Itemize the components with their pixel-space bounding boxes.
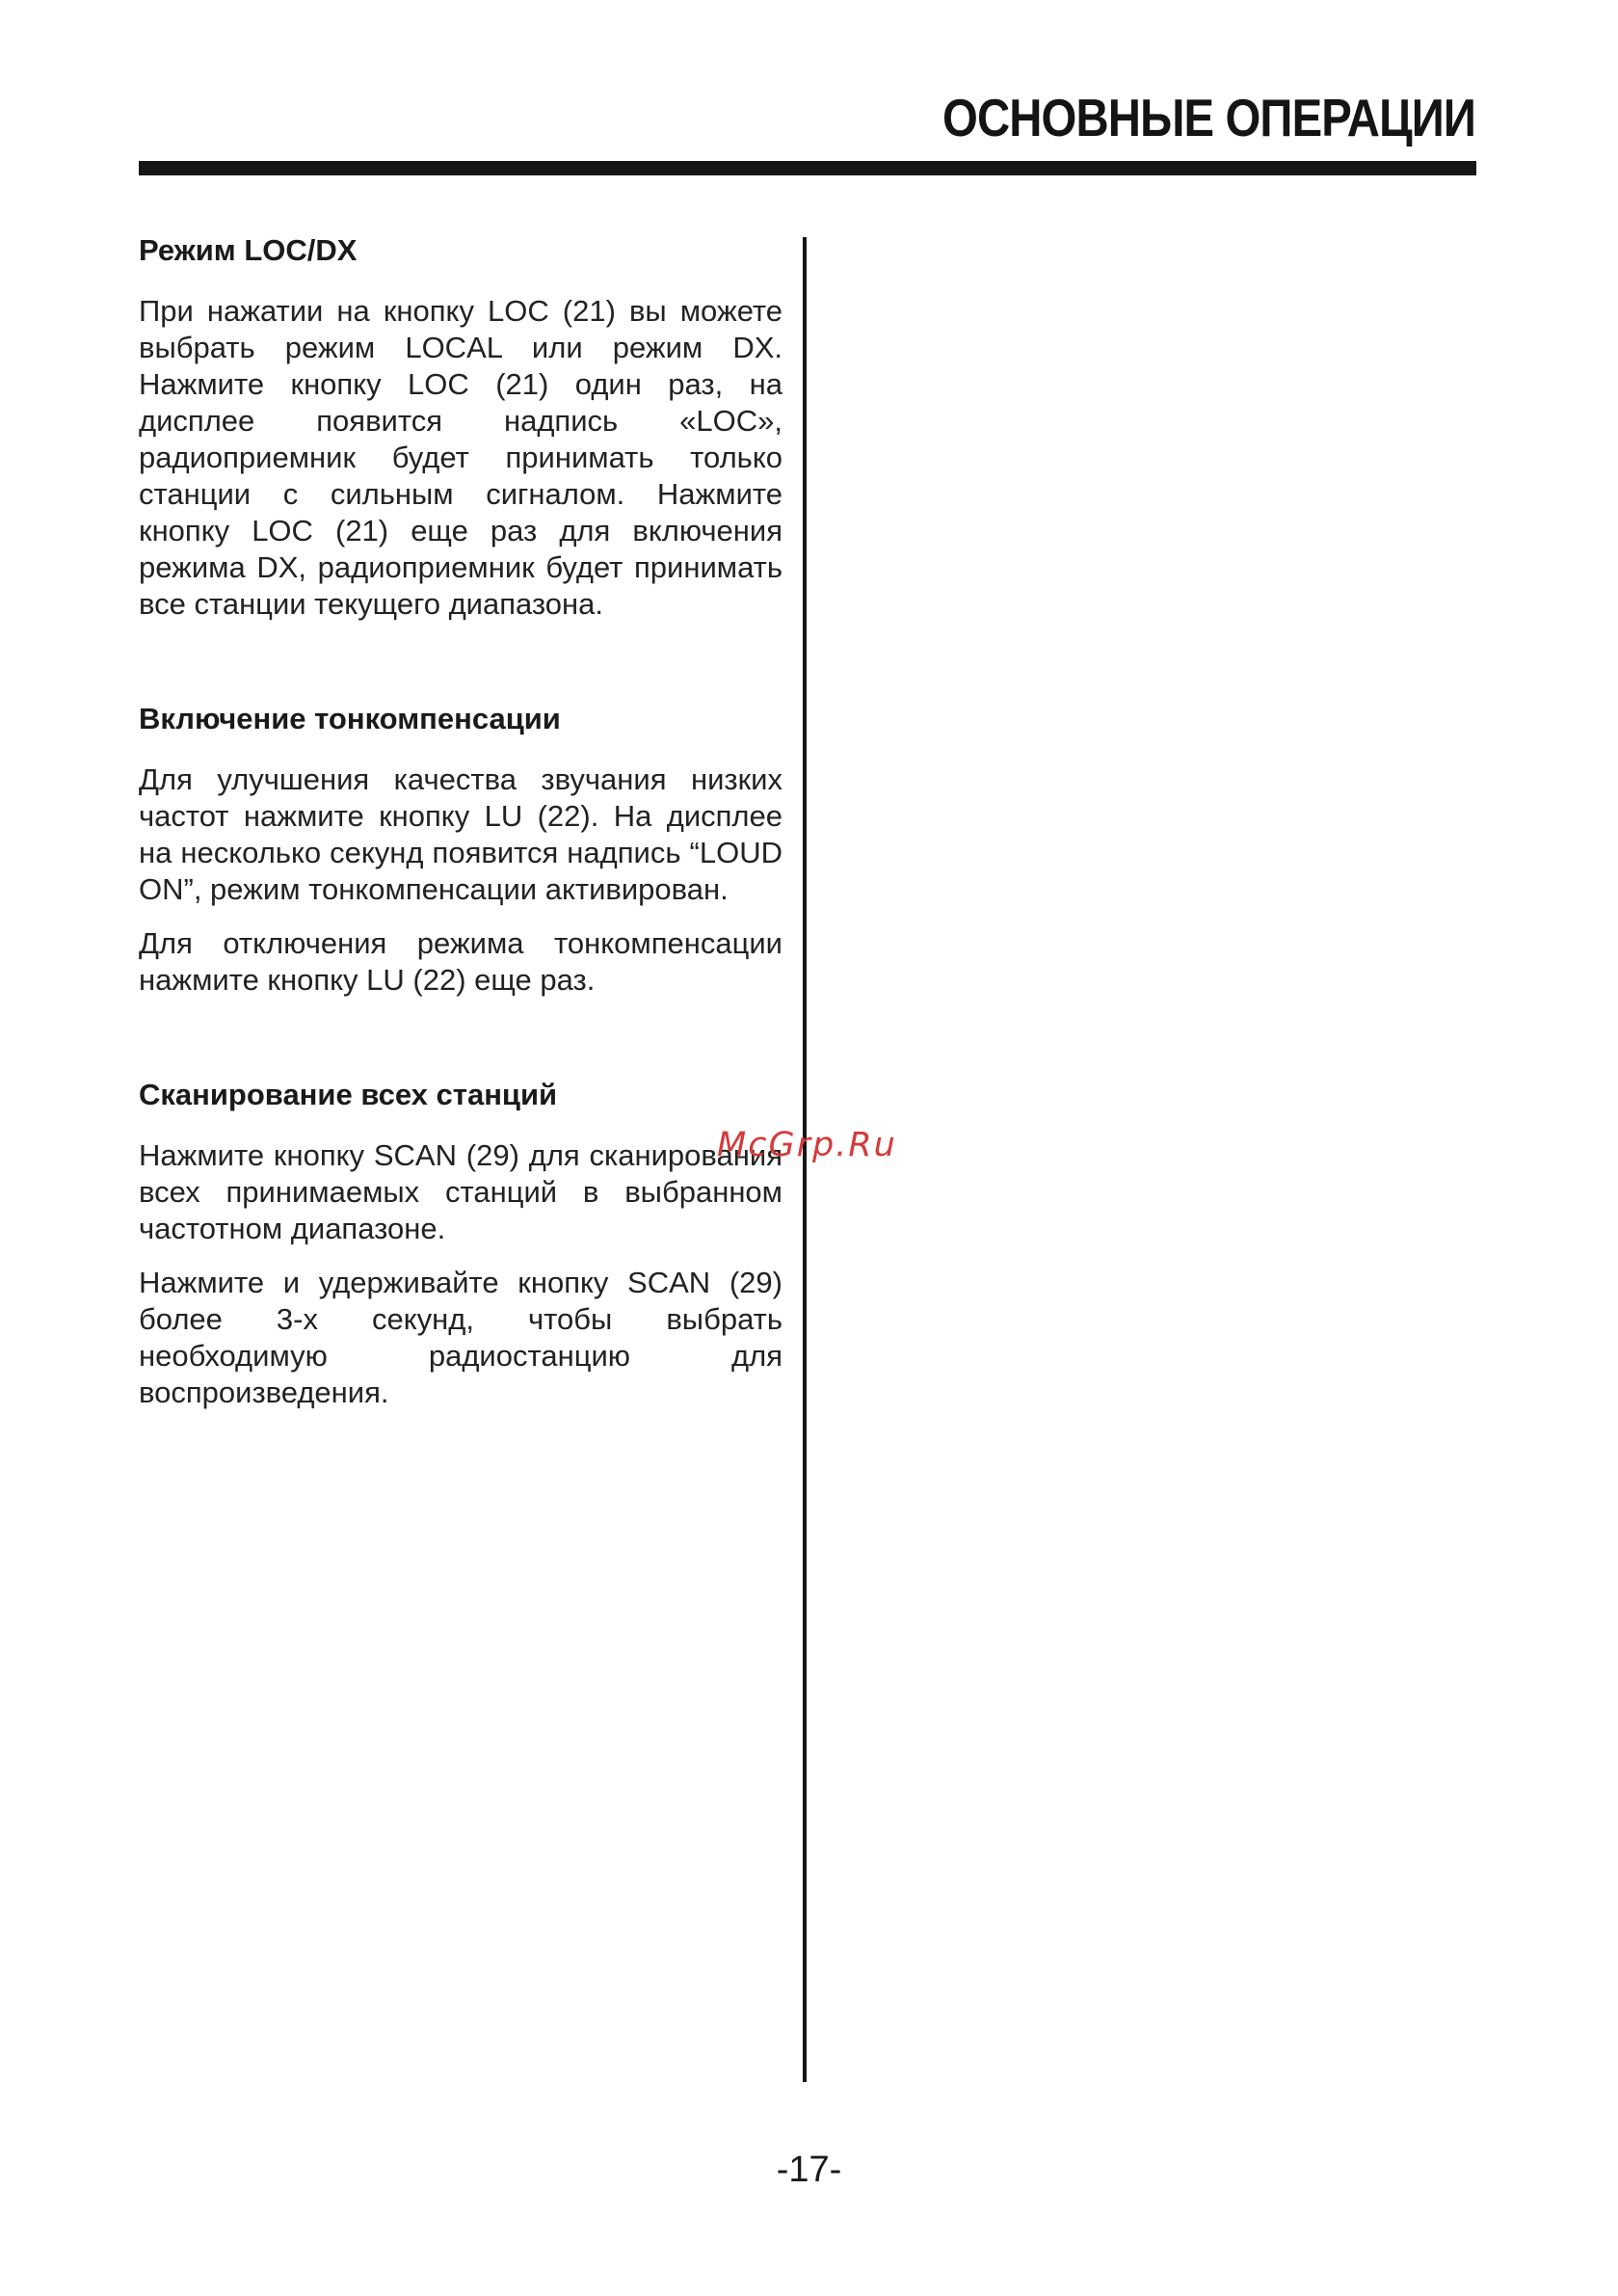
paragraph: Для отключения режима тонкомпенсации нажмите кнопку LU (22) еще раз.	[139, 926, 782, 997]
page-title: ОСНОВНЫЕ ОПЕРАЦИИ	[942, 88, 1475, 147]
watermark-text: McGrp.Ru	[717, 1126, 897, 1164]
left-column	[139, 229, 782, 1428]
section-scan	[139, 1074, 782, 1411]
paragraph: Для улучшения качества звучания низких частот нажмите кнопку LU (22). На дисплее на несколько секунд появится надпись “LOUD ON”, режим тонкомпенсации активирован.	[139, 762, 782, 906]
page-number-label: -17-	[776, 2149, 842, 2190]
page-number	[0, 2148, 1618, 2192]
paragraph: Нажмите кнопку SCAN (29) для сканирования всех принимаемых станций в выбранном частотном диапазоне.	[139, 1138, 782, 1245]
title-rule	[139, 161, 1476, 175]
section-loudness	[139, 698, 782, 999]
section-heading: Включение тонкомпенсации	[139, 702, 561, 735]
paragraph: Нажмите и удерживайте кнопку SCAN (29) более 3-х секунд, чтобы выбрать необходимую радиостанцию для воспроизведения.	[139, 1266, 782, 1409]
section-heading: Режим LOC/DX	[139, 233, 358, 267]
section-heading: Сканирование всех станций	[139, 1078, 558, 1111]
section-loc-dx	[139, 229, 782, 623]
paragraph: При нажатии на кнопку LOC (21) вы можете выбрать режим LOCAL или режим DX. Нажмите кнопку LOC (21) один раз, на дисплее появится надпись «LOC», радиоприемник будет принимать только станции с сильным сигналом. Нажмите кнопку LOC (21) еще раз для включения режима DX, радиоприемник будет принимать все станции текущего диапазона.	[139, 294, 782, 621]
